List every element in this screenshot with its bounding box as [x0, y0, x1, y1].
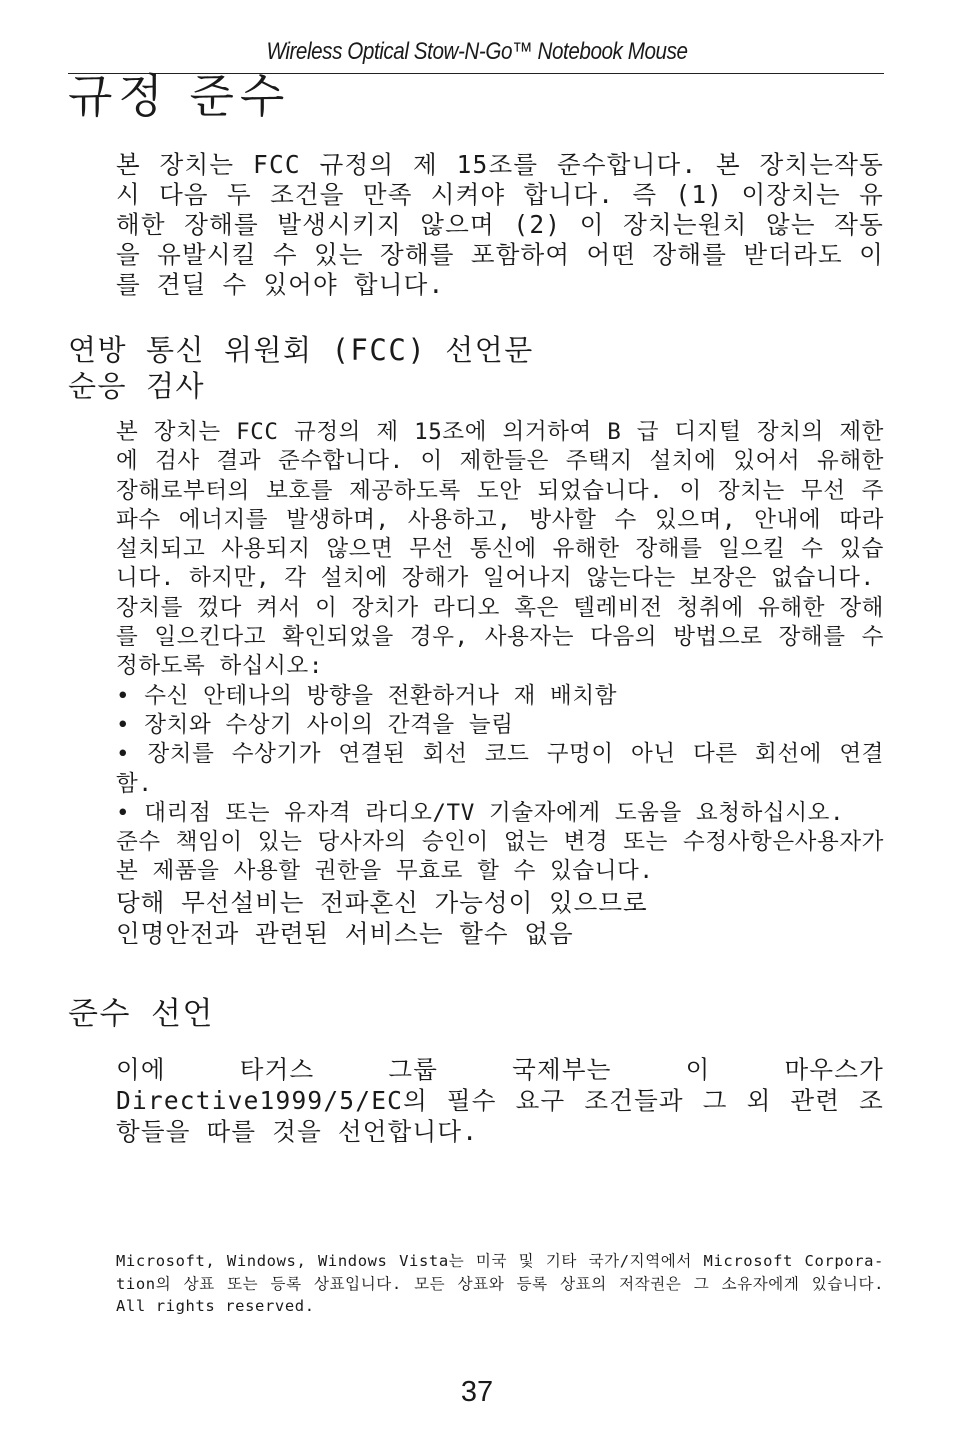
- fcc-heading-line-2: 순응 검사: [68, 369, 206, 403]
- intro-paragraph: 본 장치는 FCC 규정의 제 15조를 준수합니다. 본 장치는작동시 다음 두 조건을 만족 시켜야 합니다. 즉 (1) 이장치는 유해한 장해를 발생시키지 않으며 (2) 이 장치는원치 않는 작동을 유발시킬 수 있는 장해를 포함하여 어떤 장해를 받더라도 이를 견딜 수 있어야 합니다.: [116, 150, 884, 299]
- fcc-section-body: [116, 418, 884, 949]
- fcc-paragraph-1: 본 장치는 FCC 규정의 제 15조에 의거하여 B 급 디지털 장치의 제한에 검사 결과 준수합니다. 이 제한들은 주택지 설치에 있어서 유해한 장해로부터의 보호를 제공하도록 도안 되었습니다. 이 장치는 무선 주파수 에너지를 발생하며, 사용하고, 방사할 수 있으며, 안내에 따라 설치되고 사용되지 않으면 무선 통신에 유해한 장해를 일으킬 수 있습니다. 하지만, 각 설치에 장해가 일어나지 않는다는 보장은 없습니다.: [116, 419, 884, 592]
- fcc-paragraph-3: 준수 책임이 있는 당사자의 승인이 없는 변경 또는 수정사항은사용자가 본 제품을 사용할 권한을 무효로 할 수 있습니다.: [116, 829, 884, 885]
- fcc-heading-line-1: 연방 통신 위원회 (FCC) 선언문: [68, 333, 534, 367]
- bullet-item: • 수신 안테나의 방향을 전환하거나 재 배치함: [116, 682, 618, 709]
- fcc-paragraph-2: 장치를 껐다 켜서 이 장치가 라디오 혹은 텔레비전 청취에 유해한 장해를 일으킨다고 확인되었을 경우, 사용자는 다음의 방법으로 장해를 수정하도록 하십시오:: [116, 594, 884, 680]
- declaration-paragraph: 이에 타거스 그룹 국제부는 이 마우스가 Directive1999/5/EC의 필수 요구 조건들과 그 외 관련 조항들을 따를 것을 선언합니다.: [116, 1055, 884, 1146]
- fcc-line-4: 당해 무선설비는 전파혼신 가능성이 있으므로: [116, 887, 648, 917]
- page-number: 37: [460, 1376, 494, 1408]
- trademark-footnote: Microsoft, Windows, Windows Vista는 미국 및 기타 국가/지역에서 Microsoft Corpora-tion의 상표 또는 등록 상표입니다. 모든 상표와 등록 상표의 저작권은 그 소유자에게 있습니다. All rights reserved.: [116, 1252, 884, 1315]
- running-header-title: Wireless Optical Stow-N-Go™ Notebook Mouse: [266, 38, 688, 65]
- bullet-item: • 장치와 수상기 사이의 간격을 늘림: [116, 711, 514, 738]
- fcc-section-heading: [68, 332, 534, 404]
- fcc-line-5: 인명안전과 관련된 서비스는 할수 없음: [116, 918, 574, 948]
- bullet-item: • 장치를 수상기가 연결된 회선 코드 구멍이 아닌 다른 회선에 연결함.: [116, 741, 884, 797]
- bullet-item: • 대리점 또는 유자격 라디오/TV 기술자에게 도움을 요청하십시오.: [116, 799, 845, 826]
- declaration-heading: 준수 선언: [68, 996, 214, 1032]
- page-heading: 규정 준수: [68, 69, 291, 123]
